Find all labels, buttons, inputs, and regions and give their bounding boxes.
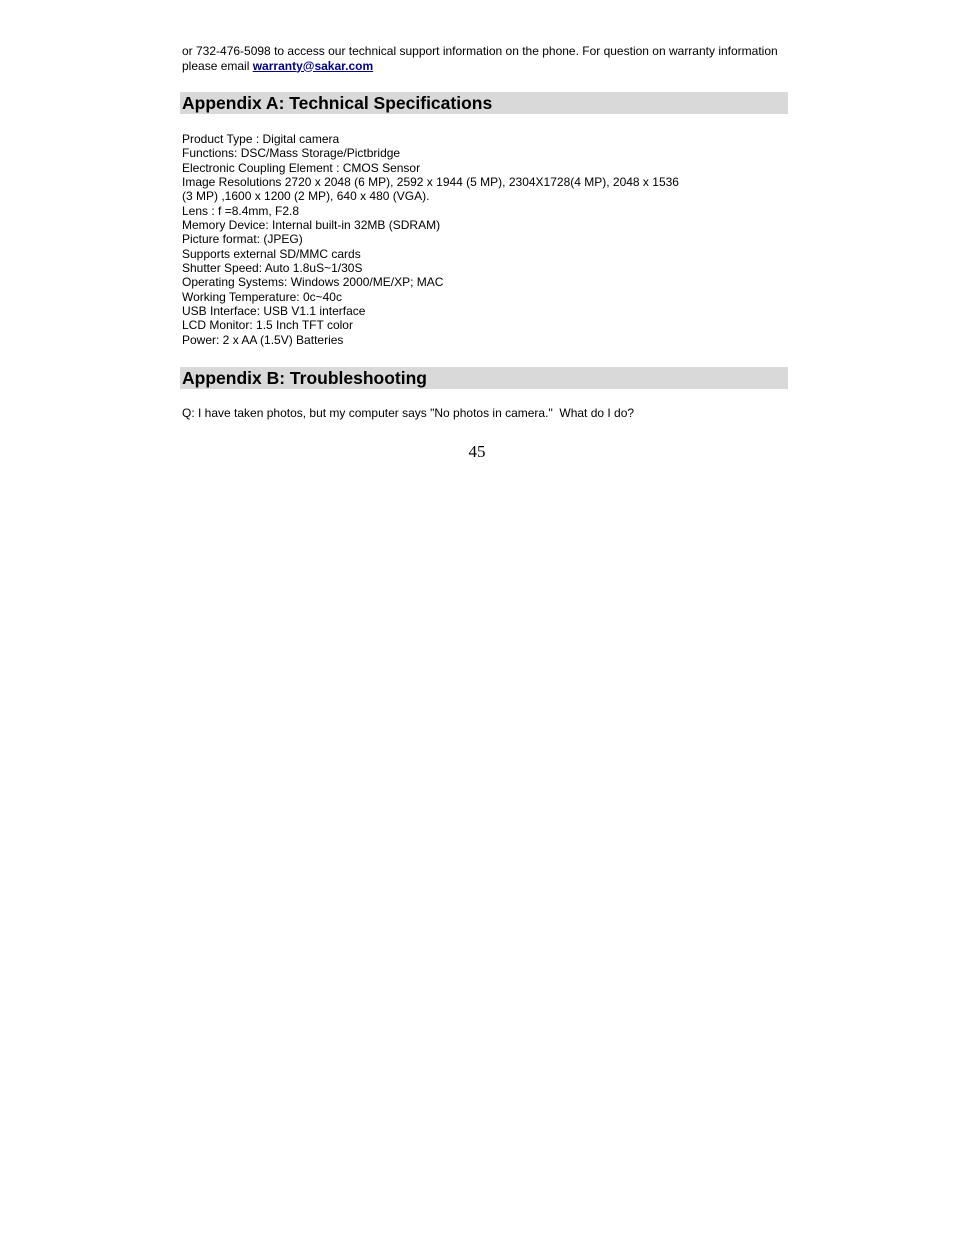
spec-item: LCD Monitor: 1.5 Inch TFT color xyxy=(182,318,353,333)
spec-item: Product Type : Digital camera xyxy=(182,132,340,146)
spec-list xyxy=(182,132,782,347)
spec-item: Power: 2 x AA (1.5V) Batteries xyxy=(182,332,344,347)
spec-item: USB Interface: USB V1.1 interface xyxy=(182,304,366,319)
spec-item: Lens : f =8.4mm, F2.8 xyxy=(182,203,300,218)
spec-item: Memory Device: Internal built-in 32MB (SDRAM) xyxy=(182,218,441,233)
intro-text: or 732-476-5098 to access our technical support information on the phone. For question on warranty information please email xyxy=(182,44,778,73)
appendix-b-heading: Appendix B: Troubleshooting xyxy=(180,367,788,389)
spec-item: Electronic Coupling Element : CMOS Sensor xyxy=(182,160,421,175)
spec-item: Working Temperature: 0c~40c xyxy=(182,289,342,304)
spec-item: Image Resolutions 2720 x 2048 (6 MP), 2592 x 1944 (5 MP), 2304X1728(4 MP), 2048 x 1536 xyxy=(182,175,679,190)
page-number: 45 xyxy=(468,442,486,461)
troubleshooting-question: Q: I have taken photos, but my computer says "No photos in camera." What do I do? xyxy=(182,406,635,420)
appendix-a-heading: Appendix A: Technical Specifications xyxy=(180,92,788,114)
spec-item: Operating Systems: Windows 2000/ME/XP; MAC xyxy=(182,275,444,290)
spec-item: (3 MP) ,1600 x 1200 (2 MP), 640 x 480 (VGA). xyxy=(182,189,430,204)
spec-item: Picture format: (JPEG) xyxy=(182,232,303,247)
spec-item: Functions: DSC/Mass Storage/Pictbridge xyxy=(182,146,401,161)
spec-item: Shutter Speed: Auto 1.8uS~1/30S xyxy=(182,261,363,276)
spec-item: Supports external SD/MMC cards xyxy=(182,246,361,261)
warranty-email-link[interactable]: warranty@sakar.com xyxy=(252,58,374,73)
intro-paragraph xyxy=(182,44,782,73)
